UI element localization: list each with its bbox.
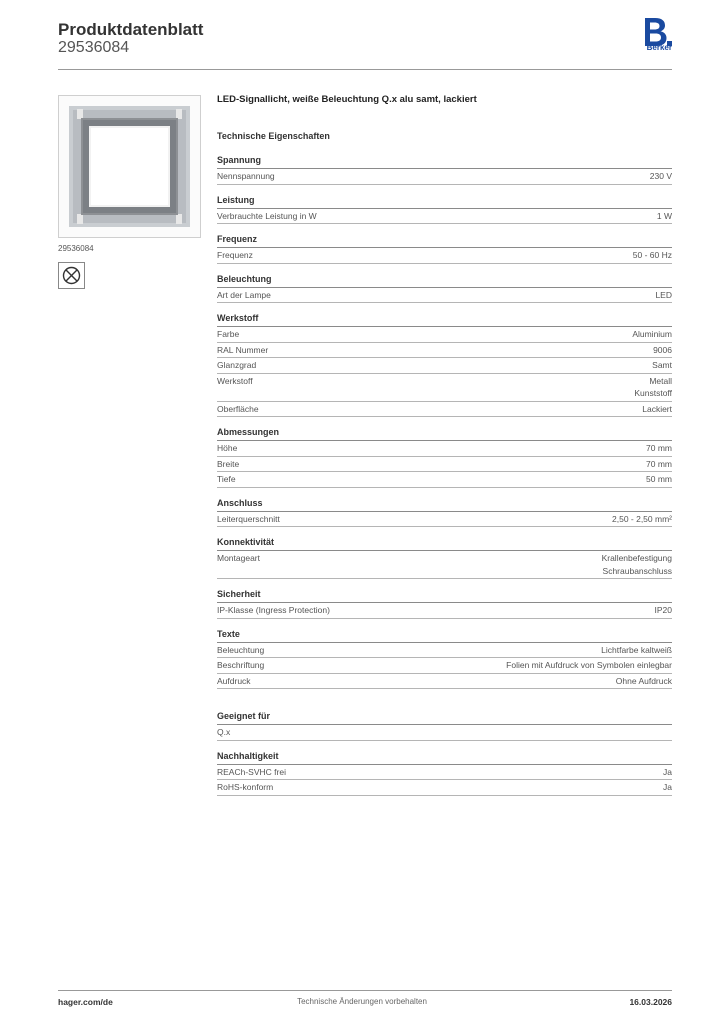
spec-section [217,234,672,264]
spec-label: Beleuchtung [217,644,265,655]
logo-text: Berker [646,43,672,52]
spec-row [217,603,672,619]
spec-value [650,170,672,183]
spec-value [642,403,672,416]
section-heading: Technische Eigenschaften [217,131,330,141]
spec-section-title: Werkstoff [217,313,672,327]
spec-value-line: 50 - 60 Hz [632,250,672,260]
spec-label: RoHS-konform [217,782,274,792]
spec-label: Farbe [217,329,240,339]
spec-section [217,629,672,690]
spec-row [217,209,672,225]
spec-value-line: Metall [649,375,672,386]
spec-row [217,674,672,690]
spec-section [217,155,672,185]
spec-label: Beschriftung [217,660,265,670]
spec-row [217,169,672,185]
spec-value [506,659,672,672]
spec-value [652,359,672,372]
spec-section [217,498,672,528]
spec-value-line: LED [655,289,672,300]
spec-label: REACh-SVHC frei [217,766,286,777]
spec-value-line: 2,50 - 2,50 mm² [612,513,672,524]
spec-value-line: Schraubanschluss [602,565,672,576]
article-number: 29536084 [58,39,130,56]
spec-content [217,94,672,796]
spec-value-line: 70 mm [646,443,672,453]
footer-website: hager.com/de [58,997,113,1007]
header [58,20,672,70]
spec-value [657,210,672,223]
spec-label: Glanzgrad [217,360,257,370]
spec-section [217,274,672,304]
spec-row [217,658,672,674]
spec-section [217,313,672,417]
footer-note: Technische Änderungen vorbehalten [297,997,427,1006]
spec-value [612,513,672,526]
spec-value-line: 70 mm [646,458,672,469]
spec-label: Frequenz [217,250,253,260]
spec-value [653,344,672,357]
spec-value [655,289,672,302]
spec-value-line: 9006 [653,344,672,355]
spec-section-title: Abmessungen [217,427,672,441]
spec-row [217,512,672,528]
spec-value-line: Lichtfarbe kaltweiß [601,644,672,655]
spec-section [217,589,672,619]
spec-sections [217,155,672,796]
spec-label: Leiterquerschnitt [217,513,280,524]
spec-value [663,781,672,794]
spec-row [217,457,672,473]
spec-value [616,675,672,688]
spec-row [217,765,672,781]
spec-row [217,643,672,659]
spec-row [217,472,672,488]
image-caption: 29536084 [58,244,94,253]
header-divider [58,69,672,70]
spec-value [663,766,672,779]
spec-section-title: Konnektivität [217,537,672,551]
spec-section-title: Nachhaltigkeit [217,751,672,765]
spec-row [217,327,672,343]
spec-section-title: Frequenz [217,234,672,248]
spec-value-line: 50 mm [646,474,672,484]
spec-value-line: Samt [652,360,672,370]
spec-value [646,473,672,486]
spec-section-title: Spannung [217,155,672,169]
spec-value [602,552,672,577]
spec-label: Nennspannung [217,171,275,181]
spec-value [646,458,672,471]
footer-divider [58,990,672,991]
spec-label: Breite [217,458,240,469]
spec-row [217,248,672,264]
spec-row [217,551,672,579]
spec-row [217,343,672,359]
spec-row [217,288,672,304]
spec-label: RAL Nummer [217,344,269,355]
footer-date: 16.03.2026 [629,997,672,1007]
spec-section [217,195,672,225]
spec-value-line: Folien mit Aufdruck von Symbolen einlegbar [506,660,672,670]
spec-section-title: Anschluss [217,498,672,512]
spec-label: Verbrauchte Leistung in W [217,210,317,221]
spec-section-title: Geeignet für [217,711,672,725]
spec-row [217,780,672,796]
spec-value [632,328,672,341]
spec-value-line: Krallenbefestigung [601,553,672,563]
spec-value-line: 230 V [649,171,672,181]
spec-row [217,402,672,418]
spec-section-title: Sicherheit [217,589,672,603]
spec-value-line: Lackiert [642,403,672,414]
spec-value [633,249,672,262]
spec-value-line: Ja [663,782,672,792]
spec-row [217,441,672,457]
spec-section-title: Leistung [217,195,672,209]
spec-row [217,358,672,374]
spec-label: Tiefe [217,474,236,484]
spec-value-line: Ohne Aufdruck [615,675,672,686]
spec-value [655,604,673,617]
spec-label: Werkstoff [217,375,253,386]
spec-section [217,751,672,796]
spec-value [634,375,672,400]
spec-value [601,644,672,657]
spec-row [217,374,672,402]
spec-section [217,711,672,741]
product-image [58,95,201,238]
spec-value-line: Aluminium [632,329,672,339]
lamp-symbol-icon [58,262,85,289]
product-name: LED-Signallicht, weiße Beleuchtung Q.x alu samt, lackiert [217,94,477,105]
spec-value-line: Kunststoff [634,388,672,398]
spec-value-line: 1 W [656,210,672,221]
spec-row [217,725,672,741]
spec-label: Aufdruck [217,675,251,686]
spec-value-line: Ja [663,766,672,777]
spec-label: Höhe [217,443,238,453]
spec-label: Montageart [217,553,260,563]
page-title: Produktdatenblatt [58,20,204,39]
spec-section [217,427,672,488]
spec-section-title: Beleuchtung [217,274,672,288]
spec-section-title: Texte [217,629,672,643]
spec-value [646,442,672,455]
spec-value-line: IP20 [654,605,672,615]
spec-label: IP-Klasse (Ingress Protection) [217,605,330,615]
spec-section [217,537,672,579]
spec-label: Art der Lampe [217,289,271,300]
spec-label: Oberfläche [217,403,259,414]
spec-label: Q.x [217,727,231,737]
